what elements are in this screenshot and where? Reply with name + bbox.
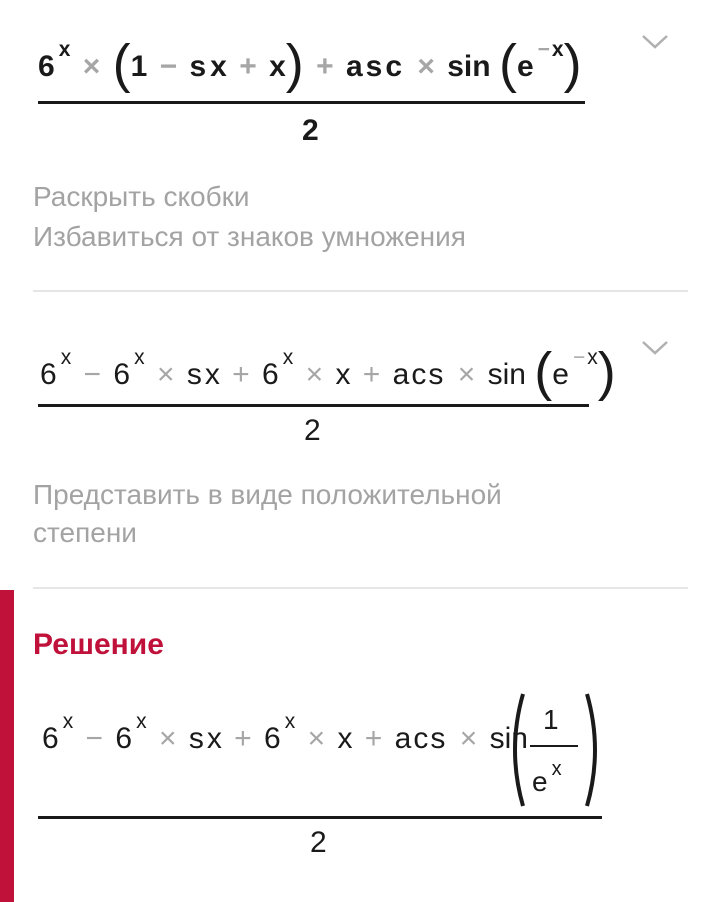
operator: −: [85, 722, 104, 755]
exponent: x: [134, 346, 145, 369]
operator: ×: [156, 358, 175, 391]
denominator: 2: [304, 414, 321, 447]
open-paren: (: [112, 34, 131, 94]
open-paren: (: [534, 342, 553, 402]
open-paren: (: [498, 34, 517, 94]
inner-fraction-bar: [530, 745, 578, 747]
term: x: [335, 358, 351, 391]
function-name: sin: [489, 722, 528, 755]
operator: −: [83, 358, 102, 391]
term: x: [551, 38, 564, 61]
divider: [33, 290, 688, 292]
operator: ×: [457, 358, 476, 391]
term: asc: [345, 50, 406, 83]
close-paren: ): [597, 342, 616, 402]
term: s: [189, 50, 207, 83]
operator: +: [316, 50, 334, 83]
divider: [33, 587, 688, 589]
operator: −: [537, 38, 550, 61]
term: e: [516, 50, 534, 83]
operator: +: [362, 358, 381, 391]
operator: ×: [305, 358, 324, 391]
term: x: [587, 346, 598, 369]
term: 6: [42, 722, 59, 755]
exponent: x: [284, 710, 296, 733]
fraction-bar: [38, 101, 585, 104]
function-name: sin: [487, 358, 526, 391]
term: e: [532, 766, 548, 797]
term: 6: [40, 358, 57, 391]
exponent: [538, 38, 564, 62]
chevron-down-icon[interactable]: [640, 338, 670, 358]
operator: +: [232, 358, 250, 391]
exponent: x: [282, 346, 294, 369]
term: acs: [392, 358, 446, 391]
inner-numerator: 1: [543, 704, 559, 735]
operator: −: [572, 346, 586, 369]
term: 6: [115, 722, 133, 755]
close-paren: ): [563, 34, 582, 94]
solution-accent-bar: [0, 590, 14, 902]
exponent: x: [551, 758, 562, 780]
chevron-down-icon[interactable]: [640, 32, 670, 52]
fraction-bar: [38, 404, 589, 407]
operator: ×: [307, 722, 326, 755]
term: acs: [394, 722, 448, 755]
term: x: [204, 358, 220, 391]
term: x: [337, 722, 353, 755]
operator: +: [364, 722, 383, 755]
operator: +: [234, 722, 252, 755]
solution-numerator: [42, 710, 528, 756]
inner-denominator: [532, 758, 562, 798]
operator: +: [239, 50, 257, 83]
fraction-bar: [38, 816, 602, 819]
denominator: 2: [310, 826, 327, 859]
exponent: x: [60, 346, 72, 369]
operator: ×: [82, 50, 101, 83]
term: 6: [264, 722, 281, 755]
term: s: [188, 722, 204, 755]
hint-step1-line2: Избавиться от знаков умножения: [33, 221, 466, 252]
denominator: 2: [302, 114, 319, 147]
exponent: x: [62, 710, 74, 733]
term: e: [552, 358, 569, 391]
term: x: [206, 722, 222, 755]
function-name: sin: [447, 50, 491, 83]
solution-title: Решение: [33, 628, 164, 661]
exponent: x: [136, 710, 147, 733]
hint-step2-line2: степени: [33, 517, 137, 548]
step2-numerator: [40, 342, 616, 402]
close-paren: ): [285, 34, 304, 94]
term: 6: [113, 358, 131, 391]
term: 6: [38, 50, 55, 83]
hint-step2-line1: Представить в виде положительной: [33, 479, 502, 510]
term: x: [210, 50, 227, 83]
operator: ×: [459, 722, 478, 755]
operator: ×: [158, 722, 177, 755]
term: 6: [262, 358, 279, 391]
operator: −: [159, 50, 178, 83]
term: 1: [130, 50, 148, 83]
term: x: [269, 50, 286, 83]
step1-numerator: [38, 34, 582, 94]
exponent: [573, 346, 598, 370]
hint-step1-line1: Раскрыть скобки: [33, 181, 250, 212]
exponent: x: [58, 38, 71, 61]
term: s: [186, 358, 202, 391]
operator: ×: [417, 50, 435, 83]
